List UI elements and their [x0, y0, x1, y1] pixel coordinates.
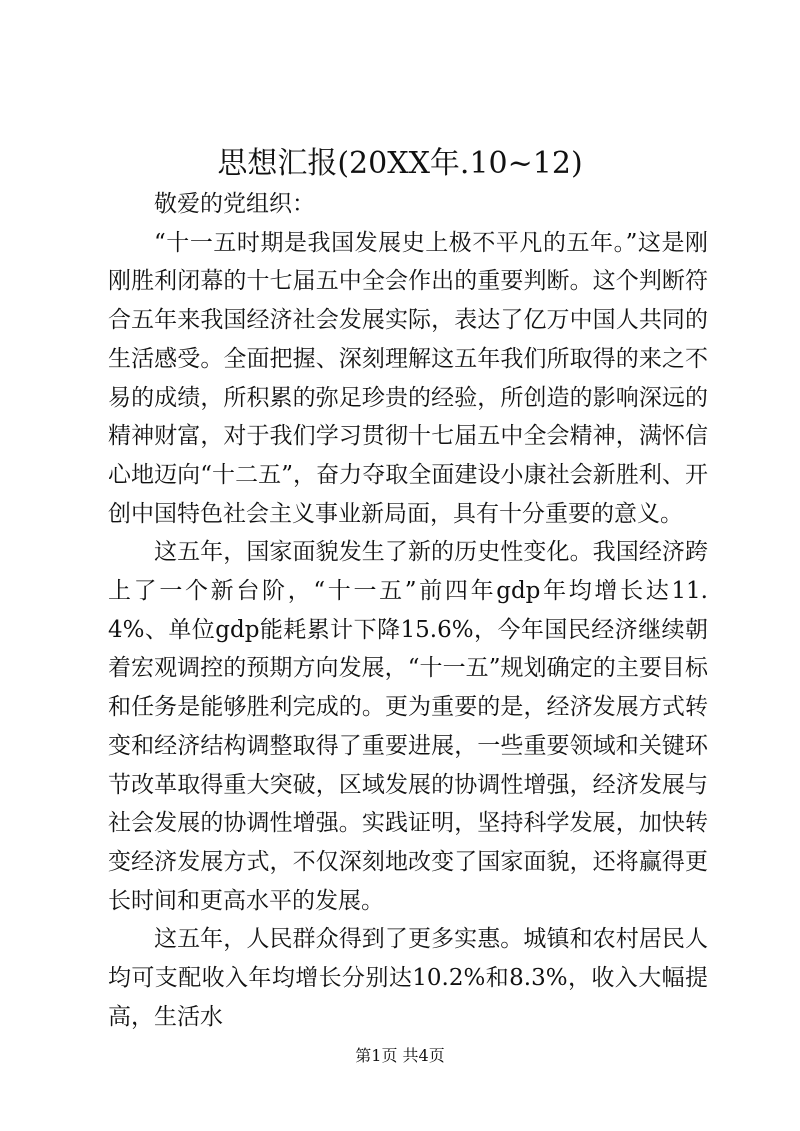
paragraph-1: “十一五时期是我国发展史上极不平凡的五年。”这是刚刚胜利闭幕的十七届五中全会作出的重要判断。这个判断符合五年来我国经济社会发展实际，表达了亿万中国人共同的生活感受。全面把握、深刻理解这五年我们所取得的来之不易的成绩，所积累的弥足珍贵的经验，所创造的影响深远的精神财富，对于我们学习贯彻十七届五中全会精神，满怀信心地迈向“十二五”，奋力夺取全面建设小康社会新胜利、开创中国特色社会主义事业新局面，具有十分重要的意义。 [108, 229, 708, 527]
paragraph-2: 这五年，国家面貌发生了新的历史性变化。我国经济跨上了一个新台阶，“十一五”前四年gdp年均增长达11.4%、单位gdp能耗累计下降15.6%，今年国民经济继续朝着宏观调控的预期方向发展，“十一五”规划确定的主要目标和任务是能够胜利完成的。更为重要的是，经济发展方式转变和经济结构调整取得了重要进展，一些重要领域和关键环节改革取得重大突破，区域发展的协调性增强，经济发展与社会发展的协调性增强。实践证明，坚持科学发展，加快转变经济发展方式，不仅深刻地改变了国家面貌，还将赢得更长时间和更高水平的发展。 [108, 539, 708, 914]
page-footer: 第1页 共4页 [355, 1046, 445, 1065]
paragraph-3: 这五年，人民群众得到了更多实惠。城镇和农村居民人均可支配收入年均增长分别达10.2%和8.3%，收入大幅提高，生活水 [108, 926, 708, 1030]
salutation: 敬爱的党组织： [154, 191, 315, 217]
document-title: 思想汇报(20XX年.10~12) [217, 146, 583, 181]
document-body [108, 185, 708, 1036]
